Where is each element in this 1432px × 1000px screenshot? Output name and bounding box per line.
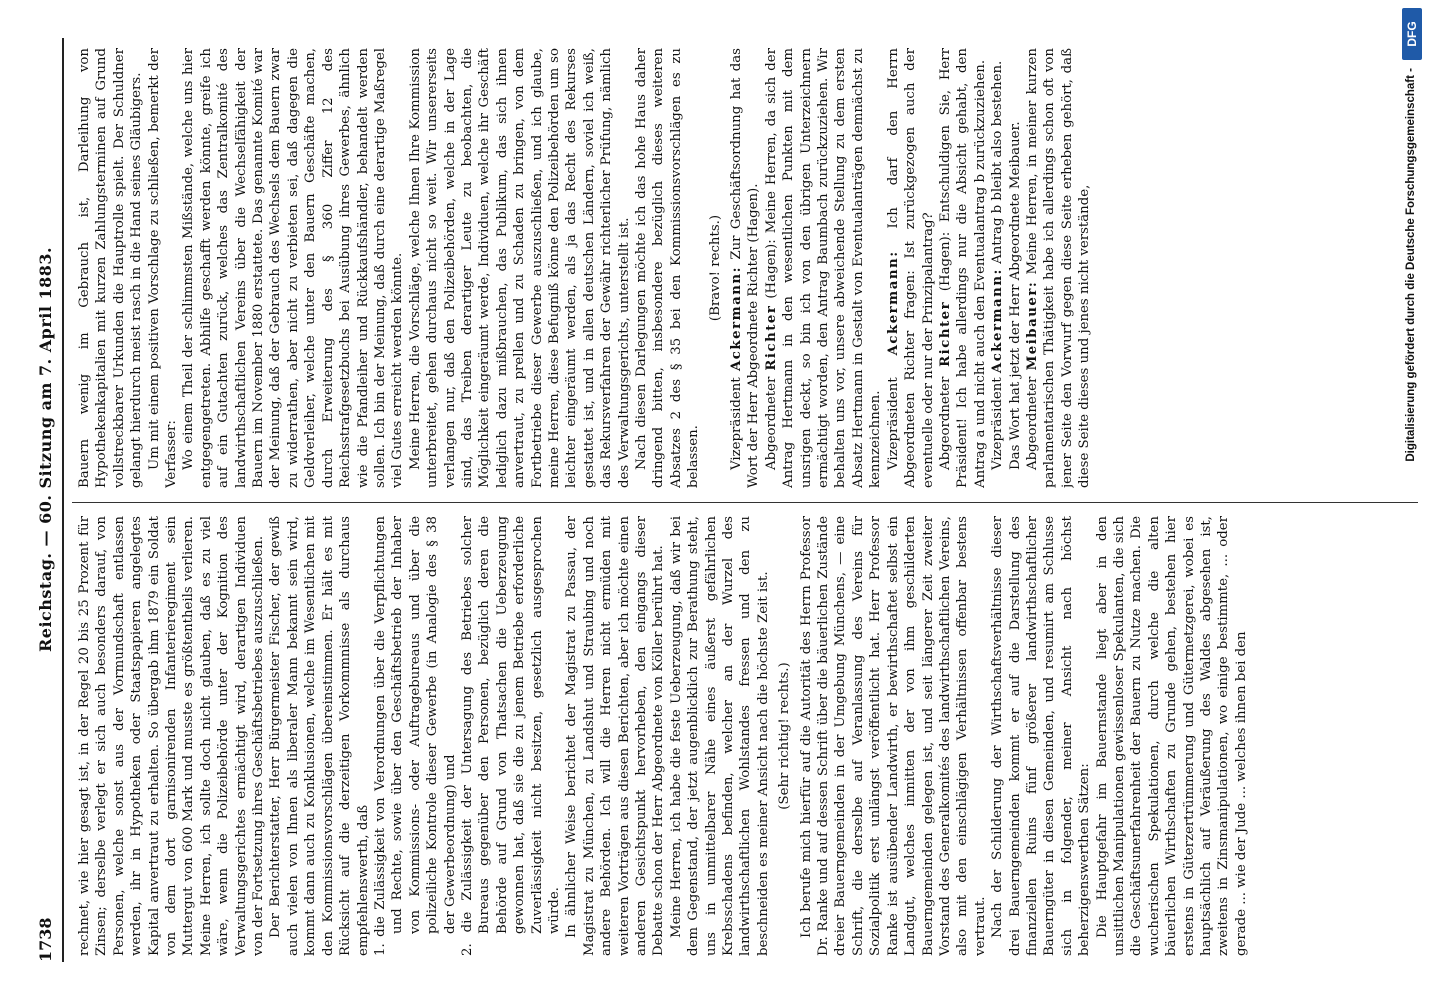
- running-head: Reichstag. — 60. Sitzung am 7. April 1883.: [36, 246, 55, 652]
- speaker-paragraph: Abgeordneter Meibauer: Meine Herren, in meiner kurzen parlamentarischen Thätigkeit habe ich allerdings schon oft von jener Seite den Vorwurf gegen diese Seite erheben gehört, daß diese Seite dieses und jenes nicht verstände,: [1024, 48, 1093, 488]
- paragraph: Das Wort hat jetzt der Herr Abgeordnete Meibauer.: [1007, 121, 1023, 470]
- speaker-paragraph: Abgeordneter Richter (Hagen): Entschuldigen Sie, Herr Präsident! Ich habe allerdings nur die Absicht gehabt, den Antrag a und nicht auch den Eventualantrag b zurückzuziehen.: [937, 48, 988, 488]
- paragraph: In ähnlicher Weise berichtet der Magistrat zu Passau, der Magistrat zu München, zu Landshut und Straubing und noch andere Behörden. Ich will die Herren nicht ermüden mit weiteren Vorträgen aus diesen Berichten, aber ich möchte einen anderen Gesichtspunkt hervorheben, den eingangs dieser Debatte schon der Herr Abgeordnete von Köller berührt hat.: [564, 516, 667, 956]
- right-column: [76, 48, 1414, 488]
- digitization-note: Digitalisierung gefördert durch die Deutsche Forschungsgemeinschaft -: [1405, 68, 1417, 462]
- speaker-name: Ackermann:: [729, 265, 745, 372]
- paragraph: Nach diesen Darlegungen möchte ich das hohe Haus daher dringend bitten, insbesondere bezüglich dieses weiteren Absatzes 2 des § 35 bei den Kommissionsvorschlägen es zu belassen.: [634, 48, 702, 488]
- speaker-name: Richter: [937, 300, 953, 367]
- paragraph: Bauern wenig im Gebrauch ist, Darleihung von Hypothekenkapitalien mit kurzen Zahlungsterminen auf Grund vollstreckbarer Urkunden die Hauptrolle spielt. Der Schuldner gelangt hierdurch meist rasch in die Hand seines Gläubigers.: [77, 48, 145, 488]
- interjection: (Sehr richtig! rechts.): [777, 662, 793, 810]
- quoted-paragraph: Wo einem Theil der schlimmsten Mißstände, welche uns hier entgegengetreten. Abhilfe geschafft werden könnte, greife ich auf ein Gutachten zurück, welches das Zentralkomité des landwirthschaftlichen Vereins über die Wechselfähigkeit der Bauern im November 1880 erstattete. Das genannte Komité war der Meinung, daß der Gebrauch des Wechsels dem Bauern zwar zu widerrathen, aber nicht zu verbieten sei, daß dagegen die Geldverleiher, welche unter den Bauern Geschäfte machen, durch Erweiterung des § 360 Ziffer 12 des Reichsstrafgesetzbuchs bei Ausübung ihres Gewerbes, ähnlich wie die Pfandleiher und Rückkaufshändler, behandelt werden sollen. Ich bin der Meinung, daß durch eine derartige Maßregel viel Gutes erreicht werden könnte.: [181, 48, 406, 488]
- page-number: 1738: [36, 917, 55, 962]
- left-column: [76, 516, 1414, 956]
- paragraph: Nach der Schilderung der Wirthschaftsverhältnisse dieser drei Bauerngemeinden kommt er auf die Darstellung des finanziellen Ruins fünf größerer landwirthschaftlicher Bauerngüter in diesen Gemeinden, und resumirt am Schlusse sich in folgender, meiner Ansicht nach höchst beherzigenswerthen Sätzen:: [990, 516, 1093, 956]
- speaker-paragraph: Vizepräsident Ackermann: Antrag b bleibt also bestehen.: [990, 60, 1006, 470]
- numbered-item: 1. die Zulässigkeit von Verordnungen über die Verpflichtungen und Rechte, sowie über den Geschäftsbetrieb der Inhaber von Kommissions- oder Auftragebureaus und über die polizeiliche Kontrole dieser Gewerbe (in Analogie des § 38 der Gewerbeordnung) und: [372, 516, 458, 956]
- paragraph: Ich berufe mich hierfür auf die Autorität des Herrn Professor Dr. Ranke und auf dessen Schrift über die bäuerlichen Zustände dreier Bauerngemeinden in der Umgebung Münchens, — eine Schrift, die derselbe auf Veranlassung des Vereins für Sozialpolitik erst unlängst veröffentlicht hat. Herr Professor Ranke ist ausübender Landwirth, er bewirthschaftet selbst ein Landgut, welches inmitten der von ihm geschilderten Bauerngemeinden gelegen ist, und seit längerer Zeit zweiter Vorstand des Generalkomités des landwirthschaftlichen Vereins, also mit den einschlägigen Verhältnissen offenbar bestens vertraut.: [798, 516, 988, 956]
- speaker-name: Ackermann:: [990, 268, 1006, 374]
- quoted-paragraph: Die Hauptgefahr im Bauernstande liegt aber in den unsittlichen Manipulationen gewissenloser Spekulanten, die sich die Geschäftsunerfahrenheit der Bauern zu Nutze machen. Die wucherischen Spekulationen, durch welche die alten bäuerlichen Wirthschaften zu Grunde gehen, bestehen hier erstens in Güterzertrümmerung und Gütermetzgerei, wobei es hauptsächlich auf Veräußerung des Waldes abgesehen ist, zweitens in Zinsmanipulationen, wo einige bestimmte, ... oder gerade ... wie der Jude ... welches ihnen bei den: [1094, 516, 1249, 956]
- speaker-name: Meibauer:: [1024, 280, 1040, 371]
- paragraph: rechnet, wie hier gesagt ist, in der Regel 20 bis 25 Prozent für Zinsen; derselbe verlegt er sich auch besonders darauf, von Personen, welche sonst aus der Vormundschaft entlassen werden, ihr in Hypotheken oder Staatspapieren angelegtes Kapital anvertraut zu erhalten. So übergab ihm 1879 ein Soldat von dem dort garnisonirenden Infanterieregiment sein Muttergut von 600 Mark und musste es größtentheils verlieren. Meine Herren, ich sollte doch nicht glauben, daß es zu viel wäre, wenn die Polizeibehörde unter der Kognition des Verwaltungsgerichtes ermächtigt wird, derartigen Individuen von der Fortsetzung ihres Geschäftsbetriebes auszuschließen.: [77, 516, 267, 956]
- speaker-paragraph: Abgeordneter Richter (Hagen): Meine Herren, da sich der Antrag Hertmann in den wesentlichen Punkten mit dem unsrigen deckt, so bin ich von den übrigen Unterzeichnern ermächtigt worden, den Antrag Baumbach zurückzuziehen. Wir behalten uns vor, unsere abweichende Stellung zu dem ersten Absatz Hertmann in Gestalt von Eventualanträgen demnächst zu kennzeichnen.: [763, 48, 884, 488]
- paragraph: Meine Herren, ich habe die feste Ueberzeugung, daß wir bei dem Gegenstand, der jetzt augenblicklich zur Berathung steht, uns in unmittelbarer Nähe eines äußerst gefährlichen Krebsschadens befinden, welcher an der Wurzel des landwirthschaftlichen Wohlstandes fressen und den zu beschneiden es meiner Ansicht nach die höchste Zeit ist.: [668, 516, 771, 956]
- paragraph: Der Berichterstatter, Herr Bürgermeister Fischer, der gewiß auch vielen von Ihnen als liberaler Mann bekannt sein wird, kommt dann auch zu Konklusionen, welche im Wesentlichen mit den Kommissionsvorschlägen übereinstimmen. Er hält es mit Rücksicht auf die derzeitigen Vorkommnisse als durchaus empfehlenswerth, daß: [268, 516, 371, 956]
- paragraph: Meine Herren, die Vorschläge, welche Ihnen Ihre Kommission unterbreitet, gehen durchaus nicht so weit. Wir unsererseits verlangen nur, daß den Polizeibehörden, welche in der Lage sind, das Treiben derartiger Leute zu beobachten, die Möglichkeit eingeräumt werde, Individuen, welche ihr Geschäft lediglich dazu mißbrauchen, das Publikum, das sich ihnen anvertraut, zu prellen und zu Schaden zu bringen, von dem Fortbetriebe dieser Gewerbe auszuschließen, und ich glaube, meine Herren, diese Befugniß könne den Polizeibehörden um so leichter eingeräumt werden, als ja das Recht des Rekurses gestattet ist, und in allen deutschen Ländern, soviel ich weiß, das Rekursverfahren der Gewähr richterlicher Prüfung, nämlich des Verwaltungsgerichts, unterstellt ist.: [407, 48, 632, 488]
- speaker-name: Ackermann:: [885, 250, 901, 356]
- column-divider: [72, 502, 1418, 503]
- page-header: [36, 38, 58, 962]
- interjection: (Bravo! rechts.): [707, 214, 723, 322]
- numbered-item: 2. die Zulässigkeit der Untersagung des Betriebes solcher Bureaus gegenüber den Personen, bezüglich deren die Behörde auf Grund von Thatsachen die Ueberzeugung gewonnen hat, daß sie die zu jenem Betriebe erforderliche Zuverlässigkeit nicht besitzen, gesetzlich ausgesprochen würde.: [459, 516, 562, 956]
- header-rule: [62, 38, 64, 962]
- digitization-footer: [1402, 0, 1424, 1000]
- dfg-logo: DFG: [1402, 8, 1422, 60]
- speaker-paragraph: Vizepräsident Ackermann: Zur Geschäftsordnung hat das Wort der Herr Abgeordnete Richter (Hagen).: [729, 48, 762, 488]
- paragraph: Um mit einem positiven Vorschlage zu schließen, bemerkt der Verfasser:: [146, 48, 180, 488]
- speaker-paragraph: Vizepräsident Ackermann: Ich darf den Herrn Abgeordneten Richter fragen: Ist zurückgezogen auch der eventuelle oder nur der Prinzipalantrag?: [885, 48, 936, 488]
- speaker-name: Richter: [763, 304, 779, 371]
